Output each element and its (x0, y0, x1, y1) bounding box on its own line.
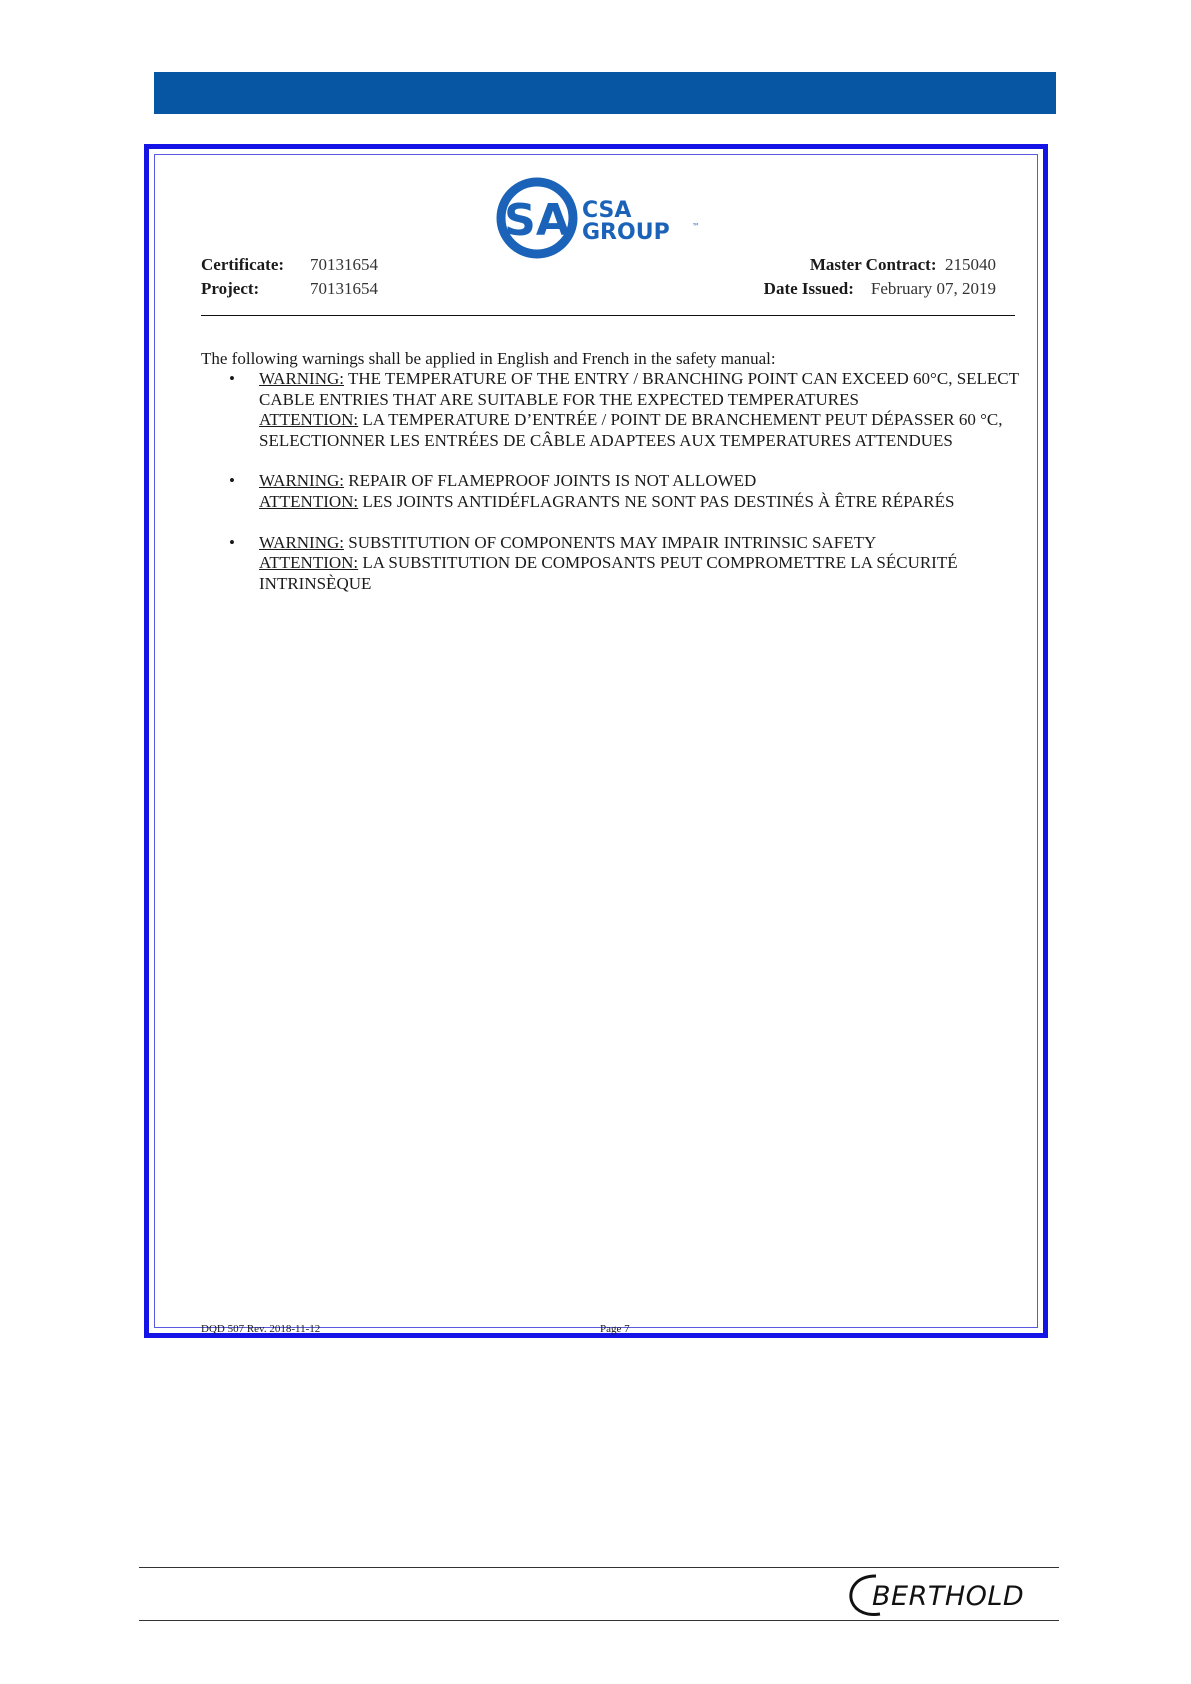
attention-label: ATTENTION: (259, 491, 359, 511)
header-bar (154, 72, 1056, 114)
warning-label: WARNING: (259, 369, 344, 388)
list-item (201, 533, 1021, 595)
bullet-icon: • (229, 471, 235, 491)
warning-label: WARNING: (259, 471, 344, 491)
header-divider (201, 315, 1015, 316)
berthold-logo-text: BERTHOLD (872, 1581, 1025, 1612)
csa-logo-line2: GROUP (582, 220, 670, 245)
footer-document-code: DQD 507 Rev. 2018-11-12 (201, 1323, 321, 1335)
warnings-intro: The following warnings shall be applied in English and French in the safety manual: (201, 349, 776, 368)
footer-divider-top (139, 1567, 1059, 1568)
warning-label: WARNING: (259, 532, 344, 552)
attention-label: ATTENTION: (259, 553, 359, 573)
warning-text: REPAIR OF FLAMEPROOF JOINTS IS NOT ALLOWED (344, 471, 757, 491)
certificate-inner-border (154, 154, 1038, 1335)
date-issued-row (764, 279, 996, 299)
attention-label: ATTENTION: (259, 410, 359, 430)
warning-text: SUBSTITUTION OF COMPONENTS MAY IMPAIR INTRINSIC SAFETY (344, 532, 877, 552)
footer-page-number: Page 7 (600, 1323, 630, 1335)
warning-text: THE TEMPERATURE OF THE ENTRY / BRANCHING POINT CAN EXCEED 60°C, SELECT CABLE ENTRIES THAT ARE SUITABLE FOR THE EXPECTED TEMPERATURES (259, 369, 1019, 409)
master-contract-value: 215040 (945, 255, 996, 274)
certificate-label: Certificate: (201, 255, 285, 274)
project-value: 70131654 (310, 279, 378, 298)
bullet-icon: • (229, 532, 235, 552)
csa-logo-tm: ™ (692, 222, 700, 231)
attention-text: LA SUBSTITUTION DE COMPOSANTS PEUT COMPROMETTRE LA SÉCURITÉ INTRINSÈQUE (259, 553, 958, 593)
certificate-row (201, 255, 378, 275)
attention-text: LES JOINTS ANTIDÉFLAGRANTS NE SONT PAS DESTINÉS À ÊTRE RÉPARÉS (358, 491, 955, 511)
date-issued-label: Date Issued: (763, 279, 854, 298)
certificate-value: 70131654 (310, 255, 378, 274)
csa-logo-line1: CSA (582, 198, 632, 223)
date-issued-value: February 07, 2019 (870, 279, 996, 298)
list-item (201, 471, 1021, 512)
svg-text:SA: SA (504, 195, 570, 246)
master-contract-label: Master Contract: (809, 255, 937, 274)
certificate-frame (144, 144, 1048, 1338)
attention-text: LA TEMPERATURE D’ENTRÉE / POINT DE BRANCHEMENT PEUT DÉPASSER 60 °C, SELECTIONNER LES ENTRÉES DE CÂBLE ADAPTEES AUX TEMPERATURES ATTENDUES (259, 410, 1003, 450)
master-contract-row (810, 255, 996, 275)
list-item (201, 369, 1021, 451)
bullet-icon: • (229, 369, 235, 388)
berthold-logo (846, 1570, 1060, 1620)
warnings-list (201, 369, 1021, 614)
footer-divider-bottom (139, 1620, 1059, 1621)
csa-group-logo (496, 177, 716, 259)
project-row (201, 279, 378, 299)
project-label: Project: (201, 279, 260, 298)
